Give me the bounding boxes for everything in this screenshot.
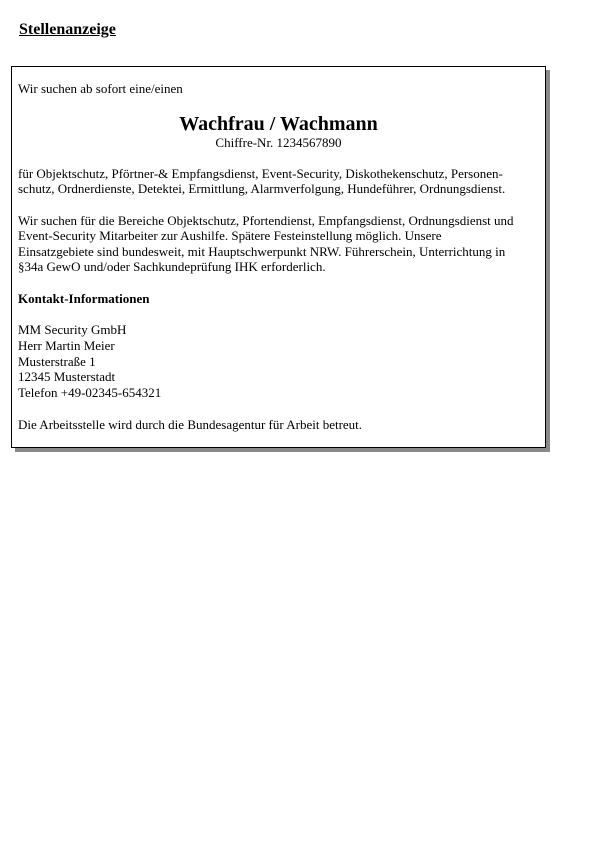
job-ad-box bbox=[11, 66, 546, 448]
contact-phone: Telefon +49-02345-654321 bbox=[18, 385, 162, 401]
ad-description-line: Wir suchen für die Bereiche Objektschutz, Pfortendienst, Empfangsdienst, Ordnungsdienst und bbox=[18, 212, 514, 228]
contact-block bbox=[18, 322, 539, 401]
ad-description-line: §34a GewO und/oder Sachkundeprüfung IHK erforderlich. bbox=[18, 259, 326, 274]
ad-areas-paragraph bbox=[18, 166, 539, 197]
page-title: Stellenanzeige bbox=[19, 21, 116, 38]
ad-description-line: Event-Security Mitarbeiter zur Aushilfe. Spätere Festeinstellung möglich. Unsere bbox=[18, 228, 442, 243]
contact-person: Herr Martin Meier bbox=[18, 337, 115, 353]
ad-intro: Wir suchen ab sofort eine/einen bbox=[18, 81, 183, 96]
ad-footer-note: Die Arbeitsstelle wird durch die Bundesagentur für Arbeit betreut. bbox=[18, 416, 363, 432]
contact-street: Musterstraße 1 bbox=[18, 353, 96, 369]
ad-areas-line: schutz, Ordnerdienste, Detektei, Ermittlung, Alarmverfolgung, Hundeführer, Ordnungsdienst. bbox=[18, 181, 506, 196]
ad-job-title: Wachfrau / Wachmann bbox=[179, 112, 378, 135]
ad-description-line: Einsatzgebiete sind bundesweit, mit Hauptschwerpunkt NRW. Führerschein, Unterrichtung in bbox=[18, 243, 506, 259]
ad-chiffre-number: Chiffre-Nr. 1234567890 bbox=[215, 134, 342, 150]
contact-company: MM Security GmbH bbox=[18, 322, 127, 337]
contact-heading: Kontakt-Informationen bbox=[18, 290, 150, 306]
ad-description-paragraph bbox=[18, 213, 539, 275]
contact-city: 12345 Musterstadt bbox=[18, 369, 116, 385]
ad-areas-line: für Objektschutz, Pförtner-& Empfangsdienst, Event-Security, Diskothekenschutz, Personen- bbox=[18, 165, 503, 181]
